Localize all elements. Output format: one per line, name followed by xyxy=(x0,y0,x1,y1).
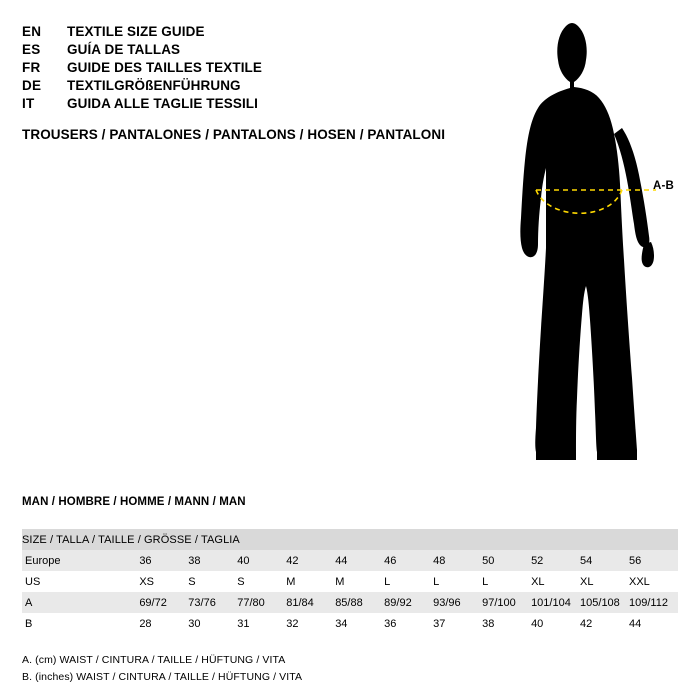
language-text-en: TEXTILE SIZE GUIDE xyxy=(67,24,205,39)
cell-value: 93/96 xyxy=(433,592,482,613)
cell-value: 36 xyxy=(139,550,188,571)
cell-value: 38 xyxy=(482,613,531,634)
language-code-it: IT xyxy=(22,96,35,111)
cell-value: 31 xyxy=(237,613,286,634)
table-row xyxy=(22,571,678,592)
language-code-fr: FR xyxy=(22,60,41,75)
language-code-de: DE xyxy=(22,78,42,93)
cell-value: 28 xyxy=(139,613,188,634)
cell-value: 34 xyxy=(335,613,384,634)
cell-value: 54 xyxy=(580,550,629,571)
cell-value: 85/88 xyxy=(335,592,384,613)
language-row-fr xyxy=(22,60,492,75)
cell-value: XS xyxy=(139,571,188,592)
silhouette-body-icon xyxy=(520,23,654,460)
cell-value: 40 xyxy=(531,613,580,634)
cell-value: 73/76 xyxy=(188,592,237,613)
language-text-it: GUIDA ALLE TAGLIE TESSILI xyxy=(67,96,258,111)
language-text-de: TEXTILGRÖßENFÜHRUNG xyxy=(67,78,241,93)
cell-value: 69/72 xyxy=(139,592,188,613)
language-row-en xyxy=(22,24,492,39)
row-label-a: A xyxy=(22,592,139,613)
language-row-de xyxy=(22,78,492,93)
table-row xyxy=(22,592,678,613)
cell-value: 109/112 xyxy=(629,592,678,613)
male-silhouette-figure xyxy=(470,8,680,473)
row-label-us: US xyxy=(22,571,139,592)
cell-value: 37 xyxy=(433,613,482,634)
cell-value: 40 xyxy=(237,550,286,571)
cell-value: 30 xyxy=(188,613,237,634)
cell-value: XL xyxy=(531,571,580,592)
cell-value: 42 xyxy=(580,613,629,634)
cell-value: 97/100 xyxy=(482,592,531,613)
cell-value: 89/92 xyxy=(384,592,433,613)
garment-type-title: TROUSERS / PANTALONES / PANTALONS / HOSEN / PANTALONI xyxy=(22,127,446,142)
cell-value: XL xyxy=(580,571,629,592)
size-chart-table xyxy=(22,529,678,634)
cell-value: M xyxy=(286,571,335,592)
cell-value: 42 xyxy=(286,550,335,571)
row-label-europe: Europe xyxy=(22,550,139,571)
language-text-fr: GUIDE DES TAILLES TEXTILE xyxy=(67,60,263,75)
language-row-es xyxy=(22,42,492,57)
cell-value: L xyxy=(433,571,482,592)
cell-value: S xyxy=(188,571,237,592)
cell-value: 50 xyxy=(482,550,531,571)
cell-value: 77/80 xyxy=(237,592,286,613)
cell-value: 44 xyxy=(335,550,384,571)
cell-value: 52 xyxy=(531,550,580,571)
table-header-row xyxy=(22,529,678,550)
footnote-a: A. (cm) WAIST / CINTURA / TAILLE / HÜFTUNG / VITA xyxy=(22,654,286,666)
row-label-b: B xyxy=(22,613,139,634)
table-group-label: MAN / HOMBRE / HOMME / MANN / MAN xyxy=(22,496,246,508)
language-title-block xyxy=(22,24,492,114)
table-header-cell: SIZE / TALLA / TAILLE / GRÖSSE / TAGLIA xyxy=(22,529,678,550)
language-code-en: EN xyxy=(22,24,42,39)
cell-value: 101/104 xyxy=(531,592,580,613)
footnote-b: B. (inches) WAIST / CINTURA / TAILLE / HÜFTUNG / VITA xyxy=(22,671,303,684)
cell-value: S xyxy=(237,571,286,592)
cell-value: 105/108 xyxy=(580,592,629,613)
footnotes xyxy=(22,652,302,687)
cell-value: 81/84 xyxy=(286,592,335,613)
cell-value: L xyxy=(384,571,433,592)
cell-value: L xyxy=(482,571,531,592)
table-row xyxy=(22,613,678,634)
measurement-label-ab: A-B xyxy=(653,180,675,192)
table-row xyxy=(22,550,678,571)
cell-value: XXL xyxy=(629,571,678,592)
cell-value: 36 xyxy=(384,613,433,634)
cell-value: 48 xyxy=(433,550,482,571)
language-row-it xyxy=(22,96,492,111)
cell-value: M xyxy=(335,571,384,592)
cell-value: 56 xyxy=(629,550,678,571)
cell-value: 46 xyxy=(384,550,433,571)
cell-value: 44 xyxy=(629,613,678,634)
language-text-es: GUÍA DE TALLAS xyxy=(67,42,181,57)
cell-value: 38 xyxy=(188,550,237,571)
language-code-es: ES xyxy=(22,42,41,57)
cell-value: 32 xyxy=(286,613,335,634)
